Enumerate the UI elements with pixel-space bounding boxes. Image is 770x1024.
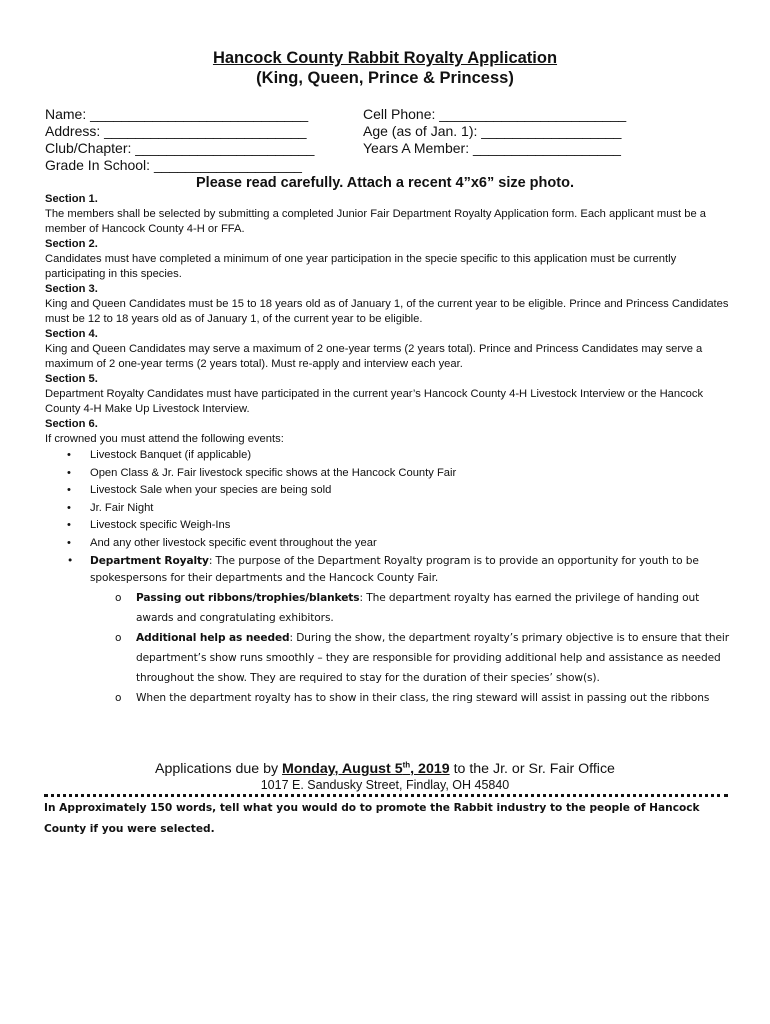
section-text: Department Royalty Candidates must have participated in the current year’s Hancock County 4-H Livestock Interview or the Hancock County 4-H Make Up Livestock Interview. [45,388,704,415]
section-text: King and Queen Candidates must be 15 to 18 years old as of January 1, of the current year to be eligible. Prince and Princess Candidates must be 12 to 18 years old as of January 1, of the current year to be eligible. [45,298,729,325]
circle-bullet-icon: o [115,631,122,644]
due-suffix: to the Jr. or Sr. Fair Office [449,761,615,777]
due-date-line [0,760,770,778]
event-label: Livestock Sale when your species are being sold [90,484,332,497]
years-member-field[interactable]: Years A Member: ___________________ [363,140,621,156]
bullet-icon: • [67,536,71,549]
essay-prompt: In Approximately 150 words, tell what you would do to promote the Rabbit industry to the people of Hancock County if you were selected. [44,802,700,835]
club-chapter-field[interactable]: Club/Chapter: _______________________ [45,140,315,156]
dept-royalty-text: : The purpose of the Department Royalty program is to provide an opportunity for youth to be spokespersons for their departments and the Hancock County Fair. [90,554,699,585]
photo-notice: Please read carefully. Attach a recent 4”x6” size photo. [196,175,574,191]
section-text: The members shall be selected by submitting a completed Junior Fair Department Royalty Application form. Each applicant must be a member of Hancock County 4-H or FFA. [45,208,707,235]
sub-item-label: Passing out ribbons/trophies/blankets [136,591,360,604]
sub-item-text: When the department royalty has to show in their class, the ring steward will assist in passing out the ribbons [136,691,710,704]
event-label: Jr. Fair Night [90,501,154,514]
sub-item-text: : During the show, the department royalty’s primary objective is to ensure that their department’s show runs smoothly – they are responsible for providing additional help and assistance as needed throughout the show. They are required to stay for the duration of their species’ show(s). [136,631,730,684]
section-heading: Section 1. [45,193,98,205]
bullet-icon: • [67,519,71,532]
office-address: 1017 E. Sandusky Street, Findlay, OH 45840 [260,778,510,792]
age-field[interactable]: Age (as of Jan. 1): __________________ [363,123,622,139]
due-date: Monday, August 5th, 2019 [282,760,450,777]
due-prefix: Applications due by [155,761,283,777]
sub-item-text: : The department royalty has earned the privilege of handing out awards and congratulating exhibitors. [136,591,700,624]
sub-list-item [45,628,735,688]
bullet-icon: • [67,449,71,461]
list-item [45,465,735,483]
bullet-icon: • [67,501,71,514]
events-list [45,447,735,588]
sub-list-item [45,588,735,628]
rules-body [45,192,735,708]
sub-item-label: Additional help as needed [136,631,290,644]
dept-royalty-sublist [45,588,735,708]
circle-bullet-icon: o [115,591,122,604]
bullet-icon: • [67,466,71,479]
section-heading: Section 6. [45,418,98,430]
list-item [45,500,735,518]
section-heading: Section 4. [45,328,98,340]
address-field[interactable]: Address: __________________________ [45,123,307,139]
grade-field[interactable]: Grade In School: ___________________ [45,157,302,173]
section-heading: Section 2. [45,238,98,250]
event-label: And any other livestock specific event throughout the year [90,536,377,549]
bullet-icon: • [67,484,71,497]
list-item [45,517,735,535]
section-text: King and Queen Candidates may serve a maximum of 2 one-year terms (2 years total). Prince and Princess Candidates may serve a maximum of 2 one-year terms (2 years total). Must re-apply and interview each year. [45,343,703,370]
section-text: Candidates must have completed a minimum of one year participation in the specie specific to this application must be currently participating in this species. [45,253,677,280]
page-subtitle: (King, Queen, Prince & Princess) [256,69,514,87]
list-item [45,553,735,588]
event-label: Open Class & Jr. Fair livestock specific shows at the Hancock County Fair [90,466,457,479]
section-text: If crowned you must attend the following events: [45,433,284,445]
section-heading: Section 5. [45,373,98,385]
name-field[interactable]: Name: ____________________________ [45,106,309,122]
page-title: Hancock County Rabbit Royalty Application [212,49,558,67]
section-heading: Section 3. [45,283,98,295]
dept-royalty-label: Department Royalty [90,554,209,567]
dotted-divider [44,794,728,797]
list-item [45,482,735,500]
sub-list-item [45,688,735,708]
list-item [45,535,735,553]
event-label: Livestock Banquet (if applicable) [90,449,252,461]
circle-bullet-icon: o [115,691,122,704]
cell-phone-field[interactable]: Cell Phone: ________________________ [363,106,627,122]
bullet-icon: • [67,554,74,567]
list-item [45,447,735,465]
event-label: Livestock specific Weigh-Ins [90,519,231,532]
